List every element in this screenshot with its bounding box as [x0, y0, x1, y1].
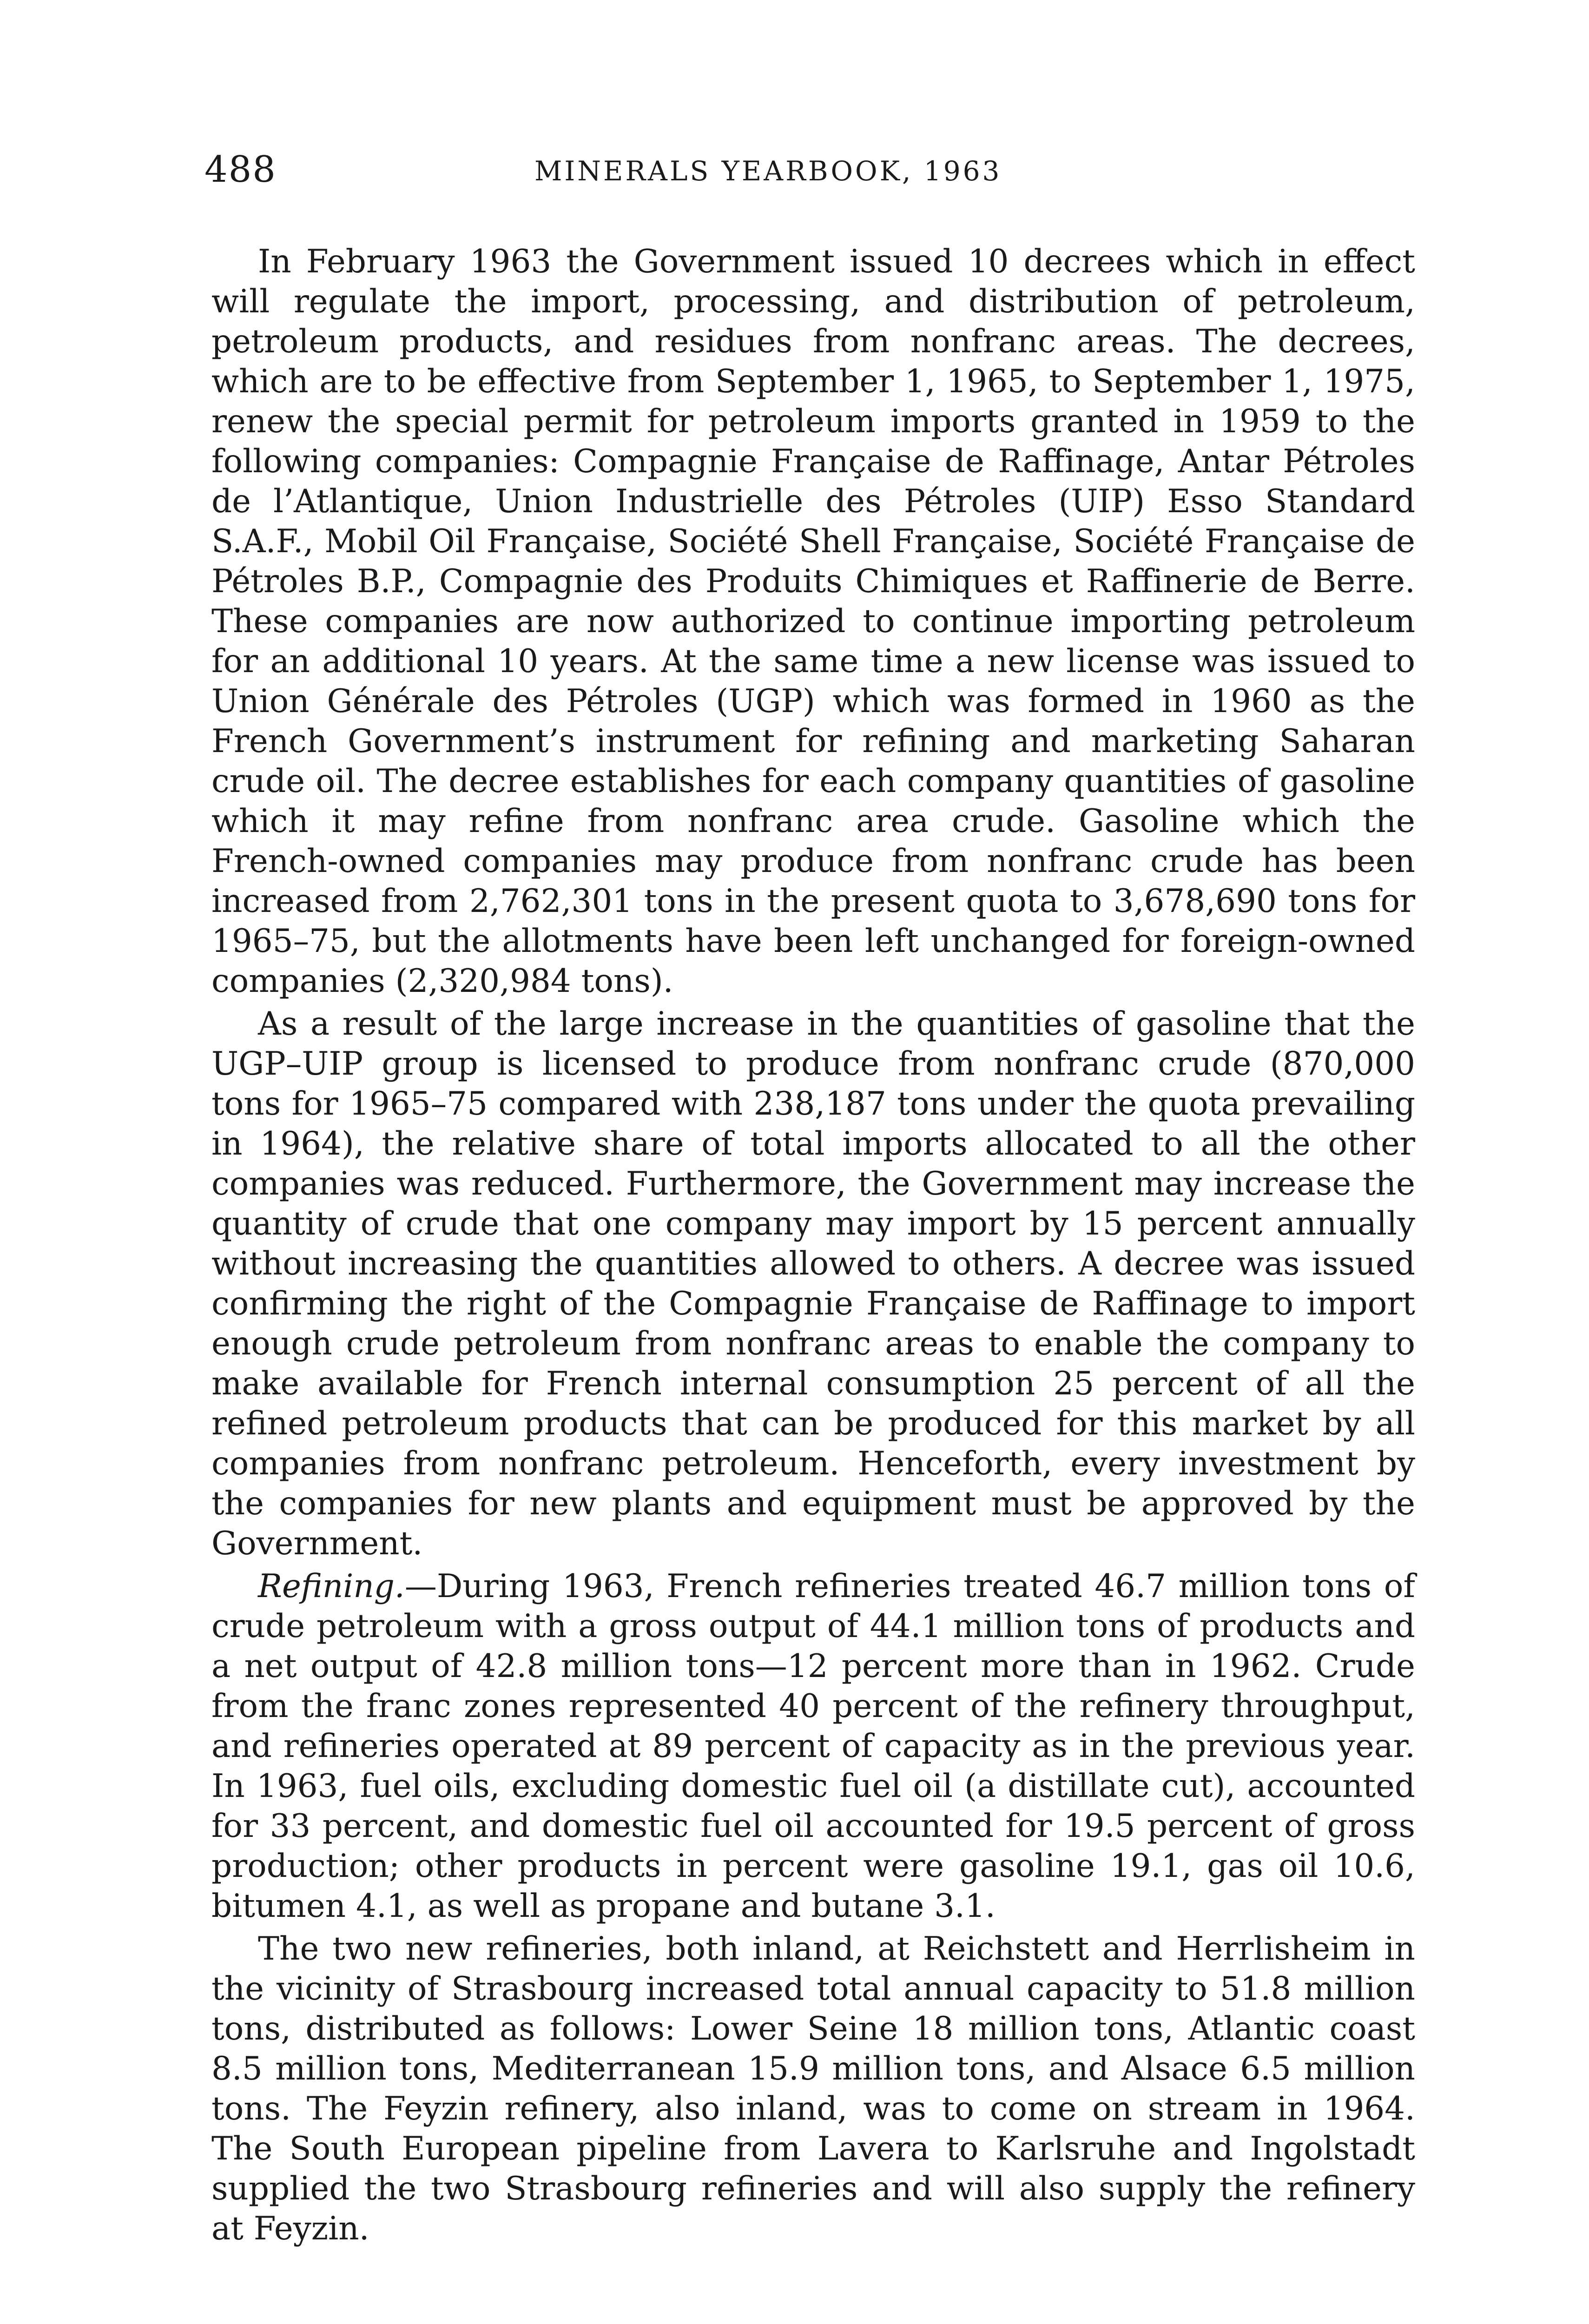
paragraph-refining [211, 1566, 1415, 1926]
paragraph-decrees [211, 242, 1415, 1001]
paragraph-text: —During 1963, French refineries treated 46.7 million tons of crude petroleum with a gross output of 44.1 million tons of products and a net output of 42.8 million tons—12 percent more than in 1962. Crude from the franc zones represented 40 percent of the refinery throughput, and refineries operated at 89 percent of capacity as in the previous year. In 1963, fuel oils, excluding domestic fuel oil (a distillate cut), accounted for 33 percent, and domestic fuel oil accounted for 19.5 percent of gross production; other products in percent were gasoline 19.1, gas oil 10.6, bitumen 4.1, as well as propane and butane 3.1. [211, 1568, 1415, 1925]
running-head [204, 149, 1413, 200]
page-number: 488 [204, 149, 277, 191]
paragraph-text: The two new refineries, both inland, at Reichstett and Herrlisheim in the vicinity of Strasbourg increased total annual capacity to 51.8 million tons, distributed as follows: Lower Seine 18 million tons, Atlantic coast 8.5 million tons, Mediterranean 15.9 million tons, and Alsace 6.5 million tons. The Feyzin refinery, also inland, was to come on stream in 1964. The South European pipeline from Lavera to Karlsruhe and Ingolstadt supplied the two Strasbourg refineries and will also supply the refinery at Feyzin. [211, 1930, 1415, 2247]
paragraph-text: In February 1963 the Government issued 10 decrees which in effect will regulate the import, processing, and distribution of petroleum, petroleum products, and residues from nonfranc areas. The decrees, which are to be effective from September 1, 1965, to September 1, 1975, renew the special permit for petroleum imports granted in 1959 to the following companies: Compagnie Française de Raffinage, Antar Pétroles de l’Atlantique, Union Industrielle des Pétroles (UIP) Esso Standard S.A.F., Mobil Oil Française, Société Shell Française, Société Française de Pétroles B.P., Compagnie des Produits Chimiques et Raffinerie de Berre. These companies are now authorized to continue importing petroleum for an additional 10 years. At the same time a new license was issued to Union Générale des Pétroles (UGP) which was formed in 1960 as the French Government’s instrument for refining and marketing Saharan crude oil. The decree establishes for each company quantities of gasoline which it may refine from nonfranc area crude. Gasoline which the French-owned companies may produce from nonfranc crude has been increased from 2,762,301 tons in the present quota to 3,678,690 tons for 1965–75, but the allotments have been left unchanged for foreign-owned companies (2,320,984 tons). [211, 243, 1415, 1000]
paragraph-ugp-uip [211, 1004, 1415, 1564]
paragraph-new-refineries [211, 1929, 1415, 2249]
section-run-in-heading: Refining. [258, 1568, 405, 1605]
body-text [211, 242, 1415, 2251]
paragraph-text: As a result of the large increase in the quantities of gasoline that the UGP–UIP group is licensed to produce from nonfranc crude (870,000 tons for 1965–75 compared with 238,187 tons under the quota prevailing in 1964), the relative share of total imports allocated to all the other companies was reduced. Furthermore, the Government may increase the quantity of crude that one company may import by 15 percent annually without increasing the quantities allowed to others. A decree was issued confirming the right of the Compagnie Française de Raffinage to import enough crude petroleum from nonfranc areas to enable the company to make available for French internal consumption 25 percent of all the refined petroleum products that can be produced for this market by all companies from nonfranc petroleum. Henceforth, every investment by the companies for new plants and equipment must be approved by the Government. [211, 1005, 1415, 1562]
running-title: MINERALS YEARBOOK, 1963 [534, 155, 1002, 187]
